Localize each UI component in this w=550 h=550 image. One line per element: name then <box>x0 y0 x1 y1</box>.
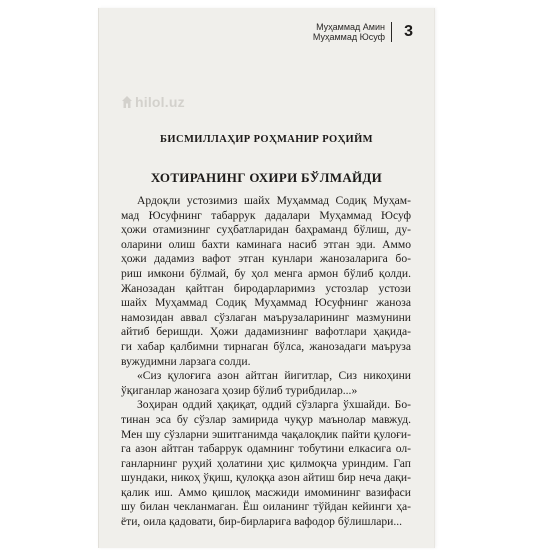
body-text <box>121 194 411 530</box>
body-line: га азон айтган табаррук одамнинг тобутини елкасига ол- <box>121 442 411 456</box>
body-line: қалик иш. Аммо қишлоқ масжиди имомининг вазифаси <box>121 485 411 499</box>
body-line: «Сиз қулоғига азон айтган йигитлар, Сиз никоҳини <box>137 369 411 383</box>
body-line: шайх Муҳаммад Содиқ Муҳаммад Юсуфнинг жаноза <box>121 296 411 310</box>
body-line: ҳожи дадамиз вафот этган кунлари жанозаларига бо- <box>121 252 411 266</box>
body-line: шундаки, никоҳ ўқиш, қулоққа азон айтиш бир неча дақи- <box>121 471 411 485</box>
body-line: намозидан аввал сўзлаган маърузаларининг мазмунини <box>121 310 411 324</box>
book-page <box>98 8 435 548</box>
body-line: риш имкони бўлмай, бу ҳол менга армон бўлиб қолди. <box>121 266 411 280</box>
body-line: Ардоқли устозимиз шайх Муҳаммад Содиқ Муҳам- <box>137 194 411 207</box>
body-line: Зоҳиран оддий ҳақиқат, оддий сўзларга ўхшайди. Бо- <box>137 398 411 412</box>
body-line: мад Юсуфнинг табаррук дадалари Муҳаммад Юсуф <box>121 208 411 222</box>
watermark <box>122 94 185 110</box>
house-icon <box>122 96 132 108</box>
running-head <box>313 22 392 42</box>
body-line: вужудимни ларзага солди. <box>121 354 251 368</box>
chapter-title: ХОТИРАНИНГ ОХИРИ БЎЛМАЙДИ <box>150 170 383 185</box>
body-line: ҳожи отамизнинг суҳбатларидан баҳраманд бўлиш, ду- <box>121 223 411 237</box>
body-line: Мен шу сўзларни эшитганимда чақалоқлик пайти қулоғи- <box>121 427 411 441</box>
body-line: шу билан чекланмаган. Ёш оиланинг тўйдан кейинги ҳа- <box>121 500 411 514</box>
body-line: ганларнинг руҳий ҳолатини ҳис қилмоқча уриндим. Гап <box>121 456 411 470</box>
basmala-heading: БИСМИЛЛАҲИР РОҲМАНИР РОҲИЙМ <box>160 134 373 145</box>
body-line: тинан эса бу сўзлар замирида чуқур маънолар мавжуд. <box>121 412 411 426</box>
author-line-1: Муҳаммад Амин <box>316 22 385 32</box>
body-line: ёти, оила қадовати, бир-бирларига вафодор бўлишлари... <box>121 515 403 529</box>
author-line-2: Муҳаммад Юсуф <box>312 32 385 42</box>
body-line: Жанозадан қайтган биродарларимиз устозлар устози <box>121 281 411 295</box>
body-line: оларини олиш бахти каминага насиб этган эди. Аммо <box>121 237 411 251</box>
watermark-text: hilol.uz <box>135 94 185 110</box>
page-number: 3 <box>404 23 413 40</box>
body-line: ги хабар қалбимни тирнаган бўлса, жанозадаги маъруза <box>121 339 411 353</box>
body-line: айтиб беришди. Ҳожи дадамизнинг вафотлари ҳақида- <box>121 325 411 339</box>
body-line: ўқиганлар жанозага ҳозир бўлиб турибдилар...» <box>121 383 358 397</box>
